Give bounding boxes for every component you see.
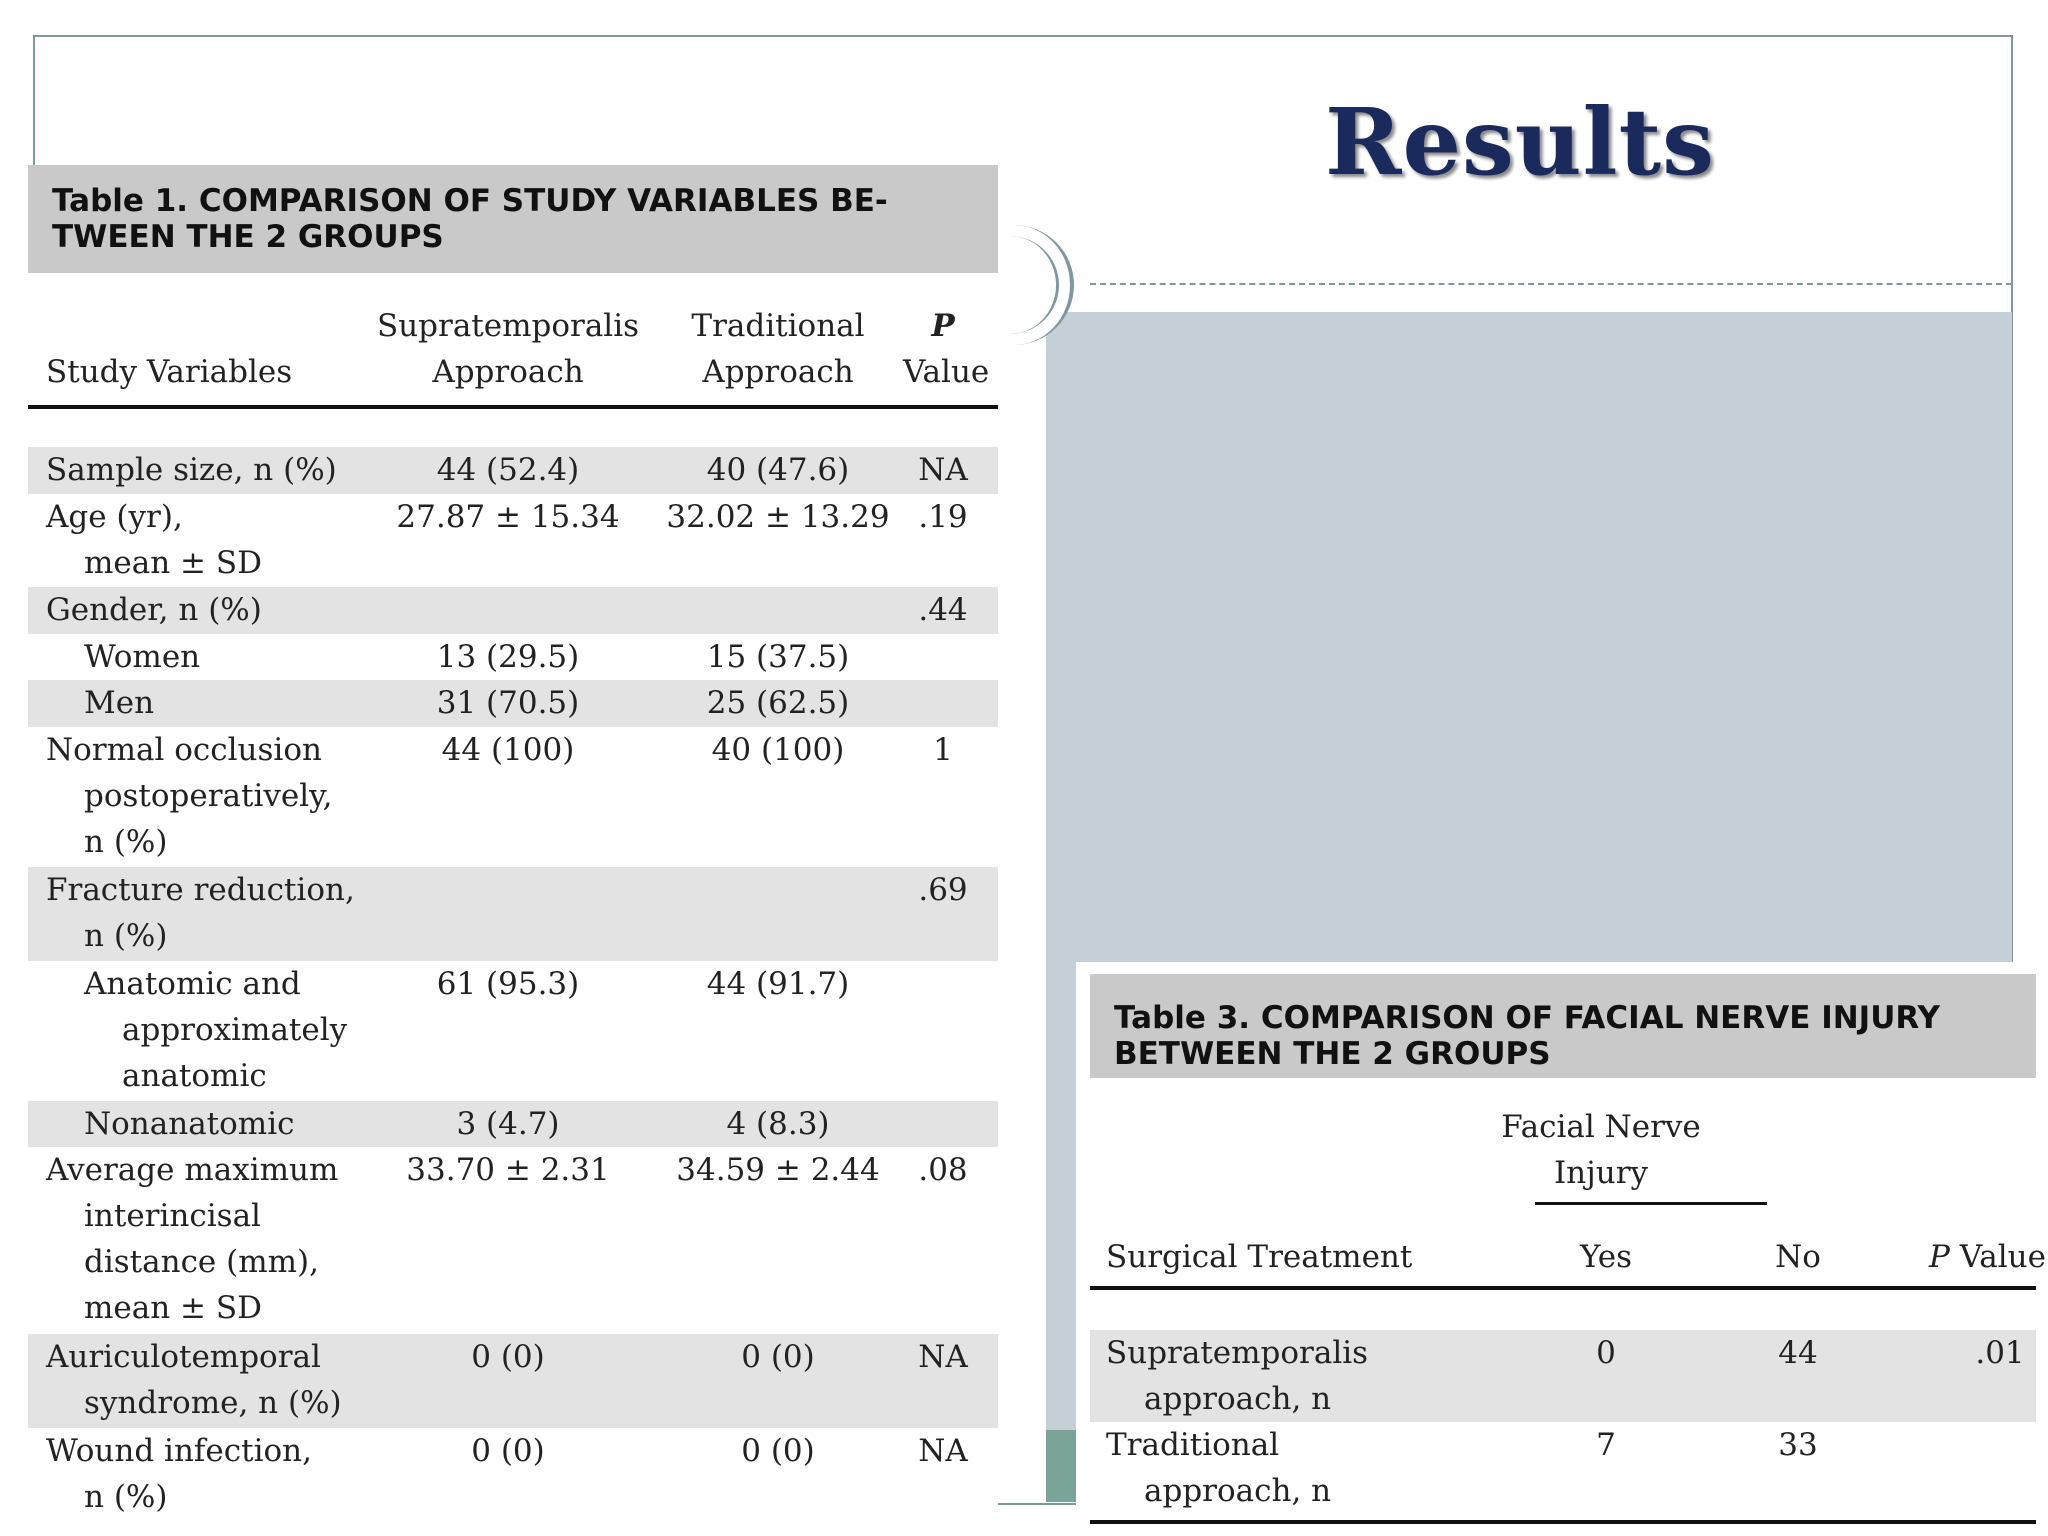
- header-study-variables: Study Variables: [46, 354, 293, 390]
- cell-p-value: .08: [918, 1152, 968, 1189]
- bottom-rule: [1090, 1520, 2036, 1524]
- table-1-body: [28, 447, 998, 1521]
- table-3: [1076, 962, 2046, 1536]
- cell-supratemporalis: 61 (95.3): [436, 965, 580, 1002]
- table-row: [28, 494, 998, 587]
- row-label: Women: [84, 638, 201, 675]
- table-1: [28, 165, 998, 1521]
- table-row: [28, 867, 998, 960]
- cell-p-value: .19: [918, 498, 968, 535]
- cell-supratemporalis: 13 (29.5): [436, 638, 580, 675]
- cell-p: .01: [1975, 1335, 2025, 1371]
- header-no: No: [1775, 1239, 1821, 1275]
- table-1-caption: Table 1. COMPARISON OF STUDY VARIABLES BE- TWEEN THE 2 GROUPS: [28, 165, 998, 273]
- spanner-rule: [1535, 1202, 1767, 1205]
- table-row: [1090, 1422, 2036, 1514]
- cell-p-value: NA: [918, 1432, 968, 1469]
- table-row: [28, 727, 998, 867]
- cell-supratemporalis: 33.70 ± 2.31: [406, 1152, 610, 1189]
- table-row: [28, 1147, 998, 1334]
- cell-yes: 0: [1596, 1335, 1616, 1371]
- cell-traditional: 44 (91.7): [706, 965, 850, 1002]
- cell-supratemporalis: 3 (4.7): [456, 1105, 560, 1142]
- table-row: [28, 680, 998, 727]
- cell-p-value: NA: [918, 1339, 968, 1376]
- cell-supratemporalis: 44 (52.4): [436, 452, 580, 488]
- cell-supratemporalis: 44 (100): [441, 732, 575, 769]
- row-label: Auriculotemporal syndrome, n (%): [46, 1339, 342, 1422]
- row-label: Supratemporalis approach, n: [1106, 1335, 1369, 1417]
- cell-traditional: 0 (0): [741, 1432, 815, 1469]
- cell-traditional: 40 (100): [711, 732, 845, 769]
- table-row: [28, 634, 998, 681]
- cell-no: 44: [1778, 1335, 1818, 1371]
- cell-traditional: 32.02 ± 13.29: [666, 498, 890, 535]
- table-row: [28, 1334, 998, 1427]
- row-label: Anatomic and approximately anatomic: [84, 965, 348, 1094]
- cell-p-value: .44: [918, 592, 968, 629]
- cell-traditional: 40 (47.6): [706, 452, 850, 488]
- cell-p-value: 1: [933, 732, 953, 769]
- cell-traditional: 4 (8.3): [726, 1105, 830, 1142]
- table-row: [28, 587, 998, 634]
- cell-traditional: 34.59 ± 2.44: [676, 1152, 880, 1189]
- cell-supratemporalis: 0 (0): [471, 1432, 545, 1469]
- row-label: Average maximum interincisal distance (mm), mean ± SD: [46, 1152, 339, 1327]
- cell-traditional: 15 (37.5): [706, 638, 850, 675]
- panel-accent-strip: [1046, 1430, 1076, 1502]
- table-row: [28, 1101, 998, 1148]
- row-label: Men: [84, 685, 155, 722]
- row-label: Gender, n (%): [46, 592, 262, 629]
- cell-p-value: NA: [918, 452, 968, 488]
- table-1-header: [28, 273, 998, 409]
- table-row: [28, 447, 998, 494]
- cell-supratemporalis: 31 (70.5): [436, 685, 580, 722]
- table-row: [1090, 1330, 2036, 1422]
- row-label: Normal occlusion postoperatively, n (%): [46, 732, 333, 861]
- header-p-value: P Value: [1929, 1239, 2046, 1275]
- row-label: Fracture reduction, n (%): [46, 872, 355, 955]
- cell-traditional: 0 (0): [741, 1339, 815, 1376]
- table-row: [28, 961, 998, 1101]
- header-yes: Yes: [1579, 1239, 1633, 1275]
- row-label: Traditional approach, n: [1106, 1427, 1332, 1509]
- cell-supratemporalis: 0 (0): [471, 1339, 545, 1376]
- cell-no: 33: [1778, 1427, 1818, 1463]
- row-label: Sample size, n (%): [46, 452, 337, 488]
- cell-p-value: .69: [918, 872, 968, 909]
- row-label: Wound infection, n (%): [46, 1432, 312, 1515]
- table-3-caption: Table 3. COMPARISON OF FACIAL NERVE INJURY BETWEEN THE 2 GROUPS: [1090, 974, 2036, 1078]
- title-divider: [1090, 283, 2012, 285]
- header-rule: [1090, 1286, 2036, 1290]
- cell-supratemporalis: 27.87 ± 15.34: [396, 498, 620, 535]
- cell-traditional: 25 (62.5): [706, 685, 850, 722]
- table-row: [28, 1428, 998, 1521]
- header-traditional: Traditional Approach: [691, 308, 865, 390]
- header-supratemporalis: Supratemporalis Approach: [376, 308, 640, 390]
- header-p-value: P Value: [903, 308, 990, 390]
- header-surgical-treatment: Surgical Treatment: [1106, 1239, 1413, 1275]
- row-label: Nonanatomic: [84, 1105, 295, 1142]
- spanner-facial-nerve-injury: Facial Nerve Injury: [1501, 1109, 1701, 1191]
- cell-yes: 7: [1596, 1427, 1616, 1463]
- row-label: Age (yr), mean ± SD: [46, 498, 262, 581]
- slide-title: Results: [1325, 88, 1715, 196]
